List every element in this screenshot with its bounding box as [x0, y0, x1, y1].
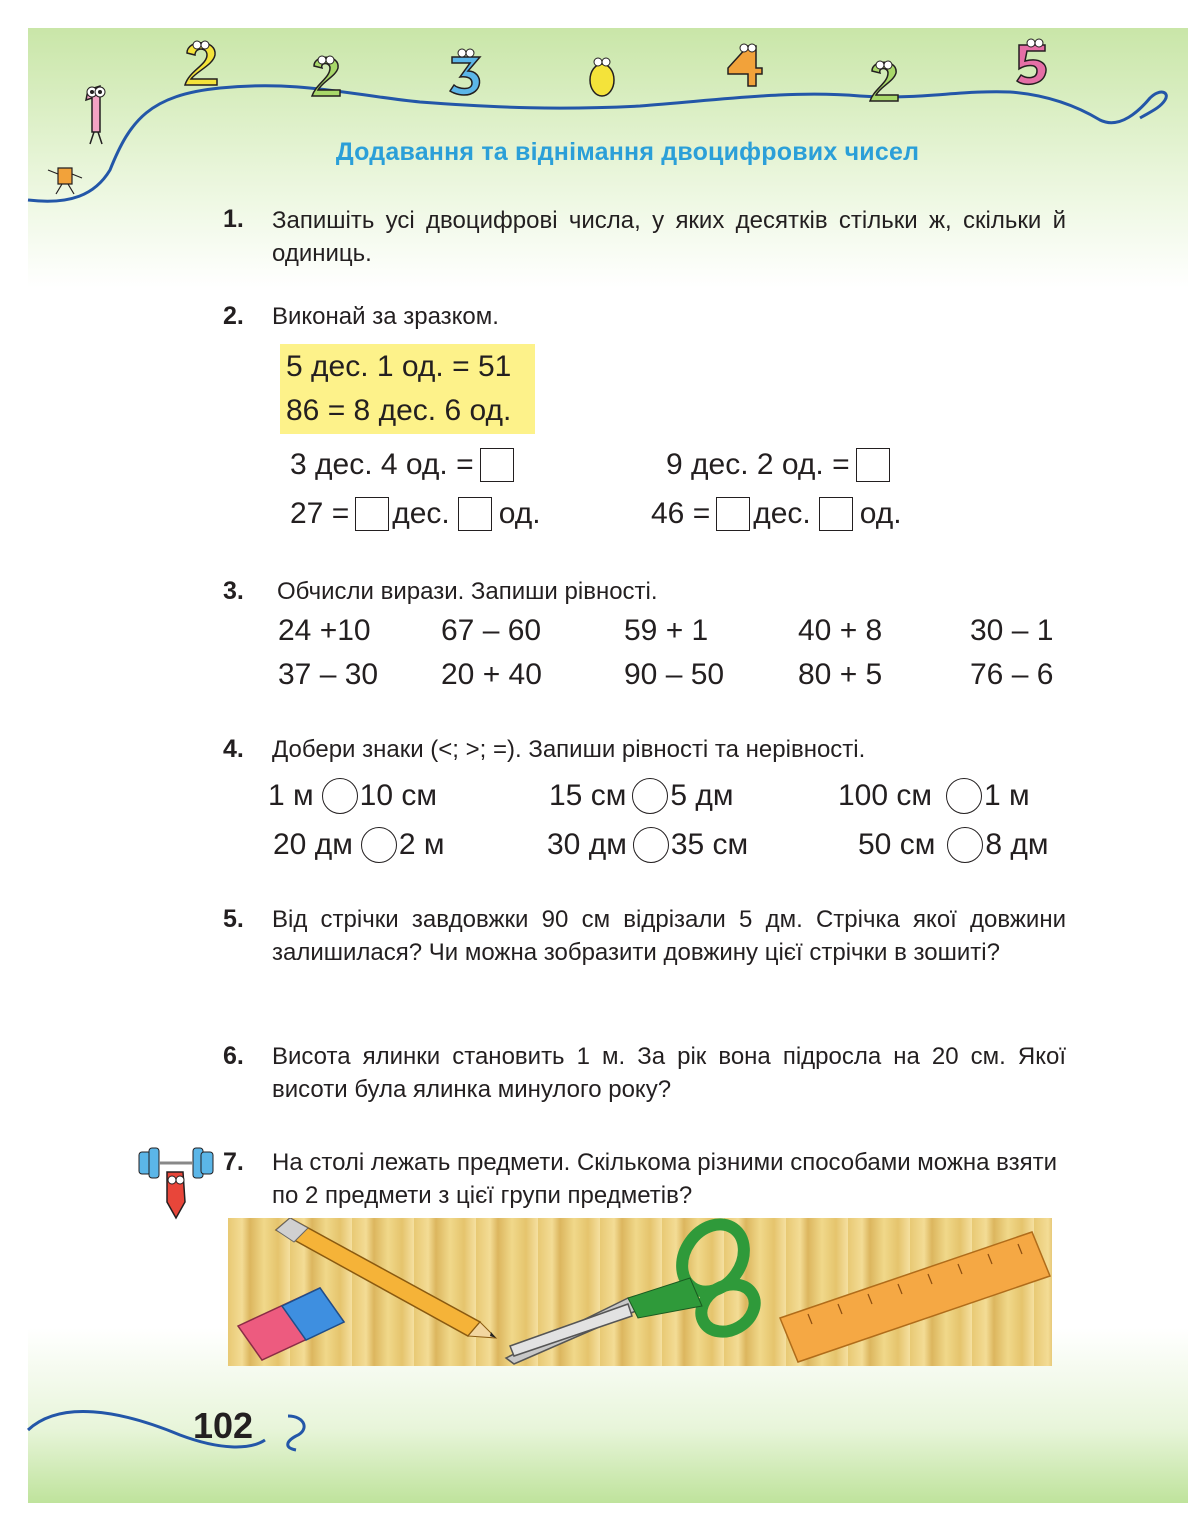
digit-zero-mascot: [580, 50, 625, 105]
pencil-weightlifter-icon: [135, 1138, 217, 1220]
ones-box[interactable]: [458, 497, 492, 531]
task-3-text: Обчисли вирази. Запиши рівності.: [277, 578, 658, 605]
comparison-right: 35 см: [670, 828, 749, 861]
scissors-icon: [506, 1218, 763, 1364]
task-6-number: 6.: [223, 1042, 244, 1070]
tens-box[interactable]: [716, 497, 750, 531]
eq-text: 27 =: [290, 497, 350, 530]
comparison-left: 50 см: [858, 828, 936, 861]
sign-circle[interactable]: [946, 778, 982, 814]
task-3-number: 3.: [223, 577, 244, 605]
answer-box[interactable]: [856, 448, 890, 482]
task-4-text: Добери знаки (<; >; =). Запиши рівності та нерівності.: [272, 736, 866, 763]
comparison-right: 1 м: [984, 779, 1030, 812]
header-wave: [0, 0, 1190, 220]
comparison-right: 2 м: [398, 828, 445, 861]
digit-five-mascot: [1005, 35, 1060, 95]
task-1-number: 1.: [223, 205, 244, 233]
page-number: 102: [193, 1405, 254, 1446]
od-label: од.: [498, 497, 541, 530]
comparison: [858, 827, 1049, 863]
expression: 80 + 5: [798, 658, 883, 691]
task-2-left-2: [290, 497, 541, 531]
task-7-text: На столі лежать предмети. Скількома різними способами можна взяти по 2 предмети з цієї групи предметів?: [272, 1149, 1058, 1209]
task-2-right-2: [651, 497, 902, 531]
ones-box[interactable]: [819, 497, 853, 531]
answer-box[interactable]: [480, 448, 514, 482]
expression: 24 +10: [278, 614, 371, 647]
expression: 20 + 40: [441, 658, 542, 691]
expression: 90 – 50: [624, 658, 725, 691]
expression: 37 – 30: [278, 658, 379, 691]
sign-circle[interactable]: [633, 827, 669, 863]
task-2-number: 2.: [223, 302, 244, 330]
digit-two-mascot-small: [860, 55, 910, 110]
comparison-right: 10 см: [359, 779, 437, 812]
comparison-left: 1 м: [268, 779, 314, 812]
task-1-text: Запишіть усі двоцифрові числа, у яких десятків стільки ж, скільки й одиниць.: [272, 207, 1066, 267]
expression: 30 – 1: [970, 614, 1054, 647]
comparison-left: 20 дм: [273, 828, 353, 861]
comparison: [273, 827, 445, 863]
comparison-left: 15 см: [549, 779, 627, 812]
sign-circle[interactable]: [632, 778, 668, 814]
sign-circle[interactable]: [947, 827, 983, 863]
sign-circle[interactable]: [322, 778, 358, 814]
eraser-icon: [238, 1288, 344, 1360]
sample-line-1: 5 дес. 1 од. = 51: [286, 350, 512, 383]
eq-text: 3 дес. 4 од. =: [290, 448, 474, 481]
dec-label: дес.: [753, 497, 811, 530]
eq-text: 46 =: [651, 497, 711, 530]
digit-two-mascot: [175, 35, 230, 95]
task-5-number: 5.: [223, 905, 244, 933]
comparison: [268, 778, 437, 814]
comparison: [547, 827, 748, 863]
comparison-right: 8 дм: [985, 828, 1049, 861]
task-2-text: Виконай за зразком.: [272, 303, 499, 330]
digit-two-mascot-green: [300, 50, 355, 105]
expression: 67 – 60: [441, 614, 542, 647]
expression: 40 + 8: [798, 614, 883, 647]
objects-photo: [228, 1218, 1052, 1366]
page-title: Додавання та віднімання двоцифрових чисел: [335, 138, 920, 166]
sign-circle[interactable]: [361, 827, 397, 863]
tens-box[interactable]: [355, 497, 389, 531]
comparison-right: 5 дм: [670, 779, 734, 812]
sample-line-2: 86 = 8 дес. 6 од.: [286, 394, 512, 427]
task-7-number: 7.: [223, 1148, 244, 1176]
comparison: [549, 778, 734, 814]
task-4-number: 4.: [223, 735, 244, 763]
od-label: од.: [859, 497, 902, 530]
task-2-right-1: [666, 448, 893, 482]
ruler-icon: [780, 1232, 1050, 1362]
digit-three-mascot: [440, 45, 495, 105]
comparison-left: 30 дм: [547, 828, 627, 861]
comparison: [838, 778, 1030, 814]
task-5-text: Від стрічки завдовжки 90 см відрізали 5 дм. Стрічка якої довжини залишилася? Чи можна зобразити довжину цієї стрічки в зошиті?: [272, 906, 1066, 966]
footer-wave: [0, 1380, 1190, 1490]
dec-label: дес.: [392, 497, 450, 530]
task-2-left-1: [290, 448, 517, 482]
expression: 59 + 1: [624, 614, 709, 647]
expression: 76 – 6: [970, 658, 1054, 691]
task-6-text: Висота ялинки становить 1 м. За рік вона підросла на 20 см. Якої висоти була ялинка минулого року?: [272, 1043, 1066, 1103]
eq-text: 9 дес. 2 од. =: [666, 448, 850, 481]
comparison-left: 100 см: [838, 779, 933, 812]
digit-four-mascot: [718, 38, 773, 98]
